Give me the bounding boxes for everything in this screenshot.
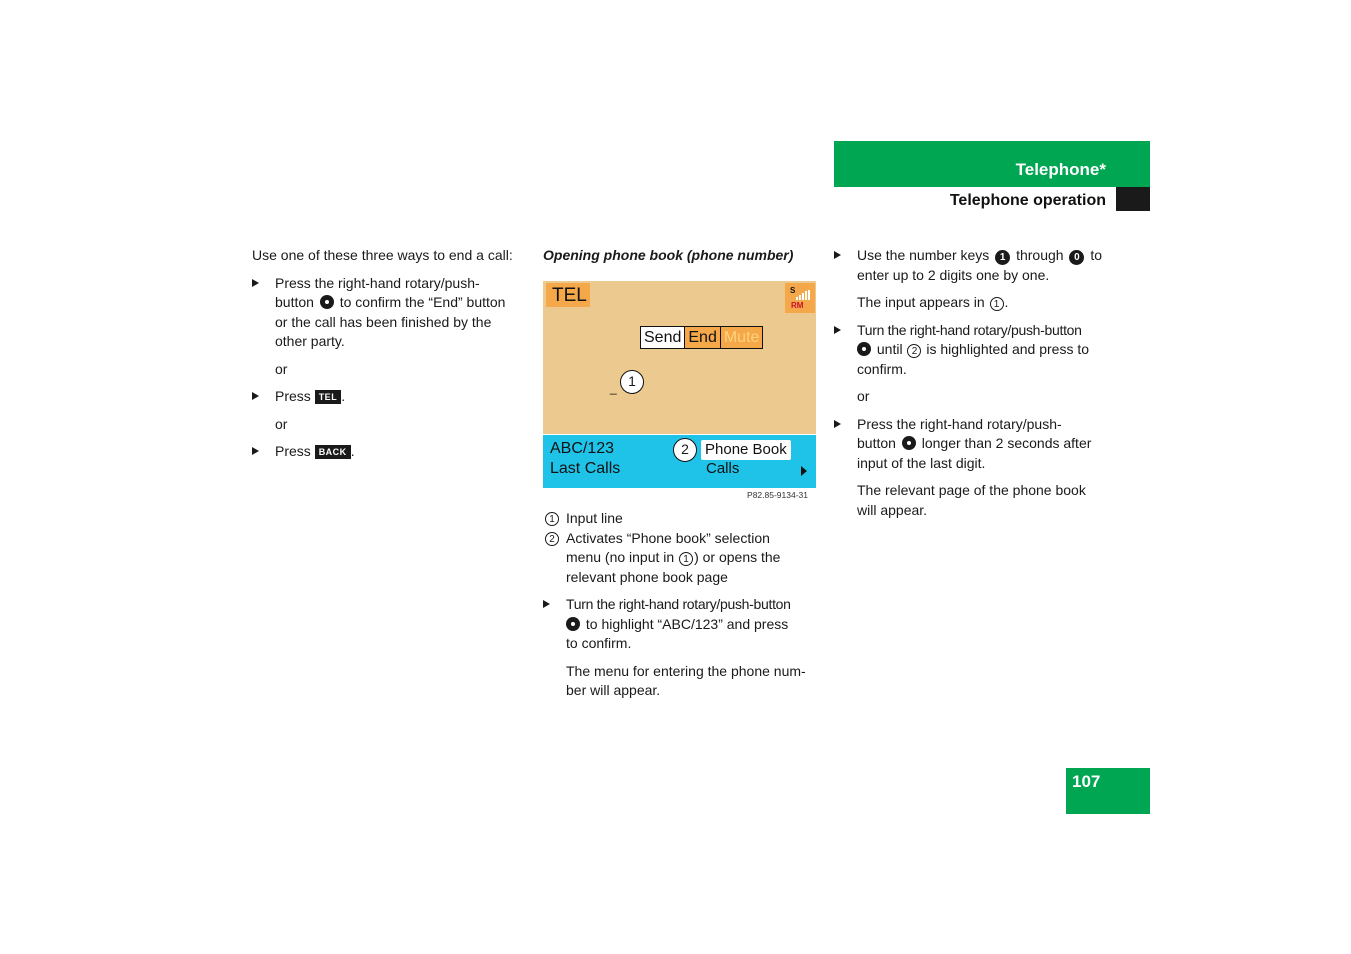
- column-3: [834, 246, 1119, 520]
- input-cursor: _: [610, 381, 617, 395]
- bullet-icon: [834, 251, 841, 259]
- bullet-icon: [252, 279, 259, 287]
- abc-123-option[interactable]: ABC/123: [550, 440, 615, 457]
- step-highlight-abc: Turn the right-hand rotary/push-button to highlight “ABC/123” and press to confirm.: [543, 595, 828, 654]
- page-number: 107: [1072, 772, 1101, 791]
- legend-item-1: 1 Input line: [543, 509, 828, 529]
- step-1-line-d: or the call has been finished by the: [275, 313, 492, 330]
- bullet-icon: [834, 420, 841, 428]
- softkey-bar: [640, 326, 763, 349]
- intro-text: Use one of these three ways to end a call:: [252, 247, 513, 263]
- bullet-icon: [834, 326, 841, 334]
- or-text-3: or: [857, 388, 870, 404]
- result-menu-text: The menu for entering the phone num- ber will appear.: [566, 662, 806, 698]
- callout-2: 2: [673, 438, 697, 462]
- rotary-knob-icon: [320, 295, 334, 309]
- step-1: [252, 274, 532, 352]
- section-title: Telephone operation: [949, 192, 1106, 209]
- legend-item-2: 2 Activates “Phone book” selection menu (no input in 1 ) or opens the relevant phone book page: [543, 529, 828, 588]
- image-reference: P82.85-9134-31: [747, 490, 808, 500]
- number-key-0-icon: 0: [1069, 250, 1084, 265]
- number-circle-icon: 1: [545, 512, 559, 526]
- section-marker: [1116, 187, 1150, 211]
- tel-label: TEL: [546, 283, 590, 307]
- send-softkey[interactable]: Send: [641, 327, 685, 348]
- rotary-knob-icon: [566, 617, 580, 631]
- step-number-keys: Use the number keys 1 through 0 to enter up to 2 digits one by one.: [834, 246, 1119, 285]
- tel-key-icon: TEL: [315, 390, 342, 404]
- display-screen: [543, 281, 816, 434]
- step-press-long: Press the right-hand rotary/push- button longer than 2 seconds after input of the last digit.: [834, 415, 1119, 474]
- number-key-1-icon: 1: [995, 250, 1010, 265]
- chapter-title: Telephone*: [1015, 160, 1106, 179]
- signal-bars-icon: [796, 287, 810, 297]
- rotary-knob-icon: [902, 436, 916, 450]
- signal-indicator: S RM: [785, 283, 815, 313]
- callout-1: 1: [620, 370, 644, 394]
- column-2-text: [543, 509, 828, 701]
- phone-book-heading: Opening phone book (phone number): [543, 247, 794, 263]
- display-bottom-menu: [543, 435, 816, 488]
- calls-option[interactable]: Calls: [706, 460, 740, 477]
- step-2: Press TEL .: [252, 387, 532, 407]
- number-circle-icon: 1: [679, 552, 693, 566]
- end-softkey[interactable]: End: [685, 327, 720, 348]
- bullet-icon: [252, 447, 259, 455]
- phone-book-option[interactable]: Phone Book: [701, 440, 791, 460]
- page-number-box: [1066, 768, 1150, 814]
- bullet-icon: [252, 392, 259, 400]
- number-circle-icon: 2: [907, 344, 921, 358]
- step-1-line-b: button to confirm the “End” button: [275, 294, 506, 310]
- or-text-2: or: [275, 415, 288, 432]
- bullet-icon: [543, 600, 550, 608]
- step-3: Press BACK .: [252, 442, 532, 462]
- step-turn-until: Turn the right-hand rotary/push-button until 2 is highlighted and press to confirm.: [834, 321, 1119, 380]
- result-phone-book-text: The relevant page of the phone book will appear.: [857, 482, 1086, 518]
- step-1-line-e: other party.: [275, 333, 345, 349]
- mute-softkey[interactable]: Mute: [721, 327, 763, 348]
- rotary-knob-icon: [857, 342, 871, 356]
- or-text-1: or: [275, 360, 288, 377]
- back-key-icon: BACK: [315, 445, 351, 459]
- input-note: The input appears in 1 .: [857, 294, 1009, 310]
- number-circle-icon: 2: [545, 532, 559, 546]
- step-1-line-a: Press the right-hand rotary/push-: [275, 274, 480, 291]
- arrow-right-icon: [801, 466, 807, 476]
- number-circle-icon: 1: [990, 297, 1004, 311]
- column-1: [252, 246, 532, 462]
- last-calls-option[interactable]: Last Calls: [550, 460, 621, 477]
